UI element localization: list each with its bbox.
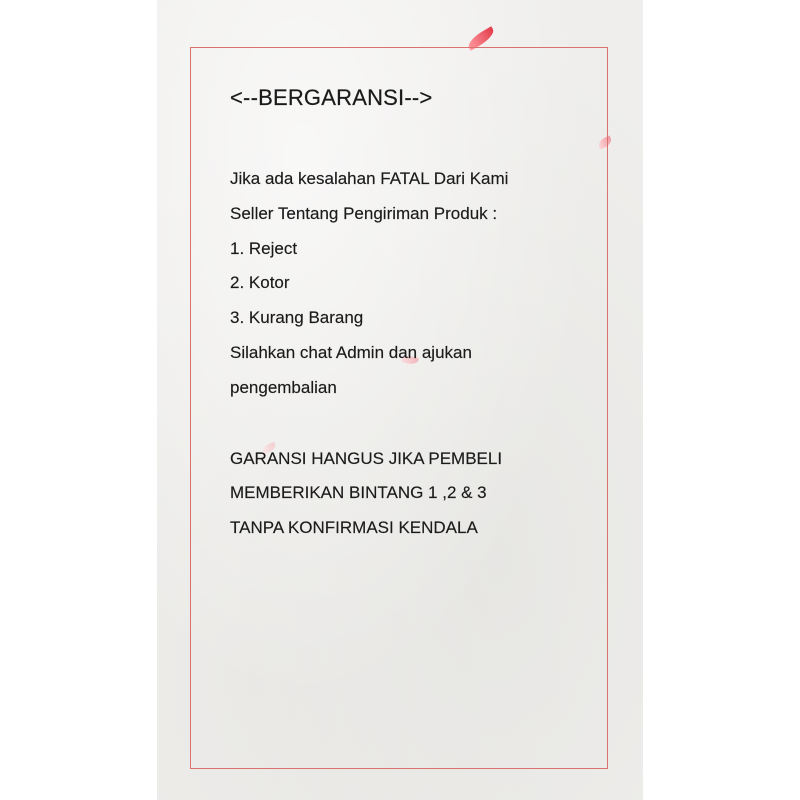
notice-line: TANPA KONFIRMASI KENDALA — [230, 518, 478, 538]
warranty-card — [230, 80, 600, 546]
terms-line: pengembalian — [230, 377, 337, 397]
notice-line: GARANSI HANGUS JIKA PEMBELI — [230, 448, 503, 468]
warranty-title: <--BERGARANSI--> — [230, 85, 433, 110]
list-item-missing: 3. Kurang Barang — [230, 308, 364, 328]
list-item-dirty: 2. Kotor — [230, 273, 290, 293]
warranty-terms — [230, 162, 600, 406]
list-item-reject: 1. Reject — [230, 238, 298, 258]
terms-line: Jika ada kesalahan FATAL Dari Kami — [230, 169, 509, 188]
warranty-void-notice — [230, 442, 600, 546]
terms-line: Silahkan chat Admin dan ajukan — [230, 342, 472, 362]
notice-line: MEMBERIKAN BINTANG 1 ,2 & 3 — [230, 483, 487, 503]
terms-line: Seller Tentang Pengiriman Produk : — [230, 203, 498, 223]
